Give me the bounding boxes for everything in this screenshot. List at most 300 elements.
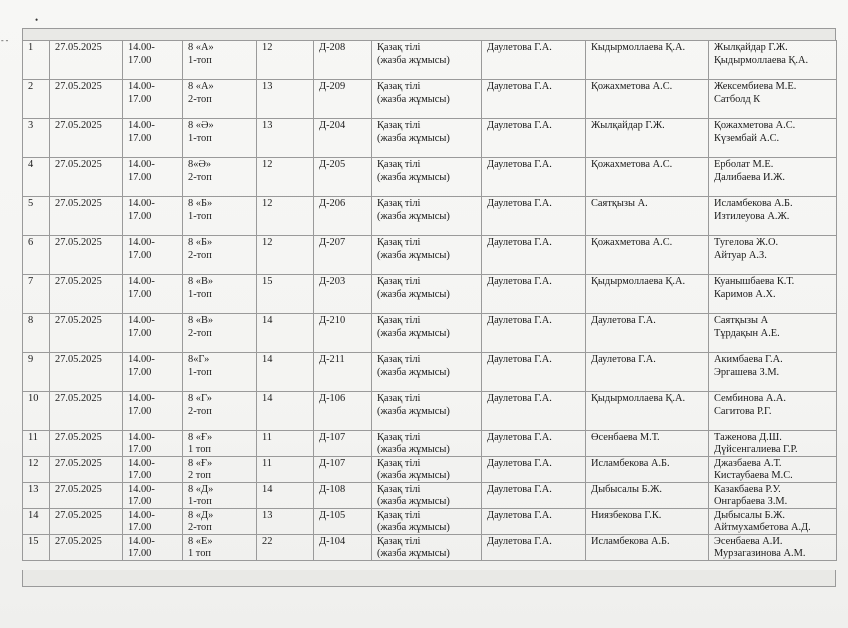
- room-number-cell: [314, 158, 372, 197]
- class-group-cell: [183, 457, 257, 483]
- exam-time-line2: 17.00: [128, 93, 152, 105]
- class-group-cell: [183, 236, 257, 275]
- assistant-name: Исламбекова А.Б.: [591, 536, 670, 547]
- exam-time-cell: [123, 483, 183, 509]
- student-count-cell: [257, 509, 314, 535]
- exam-time: 14.00-: [128, 432, 155, 443]
- row-number: 2: [28, 81, 34, 92]
- observer-names-cell: [709, 509, 837, 535]
- class-group-cell: [183, 353, 257, 392]
- assistant-name-cell: [586, 41, 709, 80]
- class-group-cell: [183, 119, 257, 158]
- observer-names-line2: Мурзагазинова А.М.: [714, 547, 806, 559]
- exam-time-cell: [123, 275, 183, 314]
- room-number-cell: [314, 197, 372, 236]
- subject-cell: [372, 197, 482, 236]
- row-number-cell: [23, 392, 50, 431]
- organizer-name: Даулетова Г.А.: [487, 432, 552, 443]
- table-row: [23, 392, 837, 431]
- exam-time: 14.00-: [128, 484, 155, 495]
- subject: Қазақ тілі: [377, 159, 421, 170]
- assistant-name-cell: [586, 119, 709, 158]
- exam-time: 14.00-: [128, 42, 155, 53]
- organizer-name: Даулетова Г.А.: [487, 510, 552, 521]
- subject-cell: [372, 431, 482, 457]
- table-row: [23, 275, 837, 314]
- organizer-name-cell: [482, 41, 586, 80]
- student-count: 13: [262, 510, 273, 521]
- exam-date: 27.05.2025: [55, 159, 102, 170]
- subject-line2: (жазба жұмысы): [377, 547, 450, 559]
- exam-time-line2: 17.00: [128, 443, 152, 455]
- observer-names: Жексембиева М.Е.: [714, 81, 797, 92]
- row-number-cell: [23, 197, 50, 236]
- exam-date: 27.05.2025: [55, 484, 102, 495]
- room-number: Д-107: [319, 458, 346, 469]
- student-count: 22: [262, 536, 273, 547]
- row-number-cell: [23, 236, 50, 275]
- exam-time-line2: 17.00: [128, 366, 152, 378]
- row-number-cell: [23, 314, 50, 353]
- assistant-name-cell: [586, 509, 709, 535]
- subject-cell: [372, 236, 482, 275]
- student-count-cell: [257, 431, 314, 457]
- row-number: 4: [28, 159, 34, 170]
- room-number-cell: [314, 483, 372, 509]
- exam-time: 14.00-: [128, 458, 155, 469]
- exam-time-cell: [123, 431, 183, 457]
- class-group-line2: 1-топ: [188, 288, 212, 300]
- exam-date-cell: [50, 197, 123, 236]
- room-number-cell: [314, 535, 372, 561]
- exam-date-cell: [50, 457, 123, 483]
- exam-time-line2: 17.00: [128, 210, 152, 222]
- exam-time-line2: 17.00: [128, 288, 152, 300]
- student-count-cell: [257, 353, 314, 392]
- row-number-cell: [23, 158, 50, 197]
- exam-time-line2: 17.00: [128, 171, 152, 183]
- exam-time-cell: [123, 236, 183, 275]
- observer-names-line2: Изтилеуова А.Ж.: [714, 210, 790, 222]
- observer-names: Саятқызы А: [714, 315, 769, 326]
- exam-date-cell: [50, 119, 123, 158]
- class-group: 8 «Ә»: [188, 120, 214, 131]
- exam-time-cell: [123, 509, 183, 535]
- table-row: [23, 353, 837, 392]
- row-number: 13: [28, 484, 39, 495]
- row-number-cell: [23, 457, 50, 483]
- exam-time-cell: [123, 353, 183, 392]
- observer-names-line2: Онгарбаева З.М.: [714, 495, 788, 507]
- room-number-cell: [314, 353, 372, 392]
- organizer-name-cell: [482, 431, 586, 457]
- exam-time-line2: 17.00: [128, 469, 152, 481]
- exam-time-line2: 17.00: [128, 132, 152, 144]
- exam-time: 14.00-: [128, 81, 155, 92]
- subject-line2: (жазба жұмысы): [377, 521, 450, 533]
- observer-names-line2: Каримов А.Х.: [714, 288, 776, 300]
- exam-date-cell: [50, 509, 123, 535]
- observer-names: Дыбысалы Б.Ж.: [714, 510, 786, 521]
- assistant-name: Қожахметова А.С.: [591, 237, 673, 248]
- observer-names: Жылқайдар Г.Ж.: [714, 42, 788, 53]
- row-number: 1: [28, 42, 34, 53]
- observer-names-cell: [709, 119, 837, 158]
- room-number: Д-208: [319, 42, 346, 53]
- class-group-line2: 1-топ: [188, 132, 212, 144]
- organizer-name: Даулетова Г.А.: [487, 484, 552, 495]
- subject: Қазақ тілі: [377, 315, 421, 326]
- subject-line2: (жазба жұмысы): [377, 495, 450, 507]
- exam-date-cell: [50, 275, 123, 314]
- exam-time-line2: 17.00: [128, 405, 152, 417]
- class-group: 8«Г»: [188, 354, 210, 365]
- row-number-cell: [23, 353, 50, 392]
- organizer-name: Даулетова Г.А.: [487, 276, 552, 287]
- observer-names-line2: Далибаева И.Ж.: [714, 171, 786, 183]
- observer-names: Куанышбаева К.Т.: [714, 276, 795, 287]
- exam-date: 27.05.2025: [55, 237, 102, 248]
- organizer-name-cell: [482, 483, 586, 509]
- student-count-cell: [257, 80, 314, 119]
- table-row: [23, 483, 837, 509]
- table-row: [23, 457, 837, 483]
- room-number: Д-203: [319, 276, 346, 287]
- subject-line2: (жазба жұмысы): [377, 132, 450, 144]
- class-group: 8 «Г»: [188, 393, 212, 404]
- room-number-cell: [314, 275, 372, 314]
- exam-time-line2: 17.00: [128, 547, 152, 559]
- student-count: 12: [262, 159, 273, 170]
- organizer-name-cell: [482, 80, 586, 119]
- class-group-cell: [183, 535, 257, 561]
- subject-line2: (жазба жұмысы): [377, 469, 450, 481]
- class-group-line2: 2-топ: [188, 93, 212, 105]
- subject-cell: [372, 41, 482, 80]
- student-count-cell: [257, 158, 314, 197]
- exam-time-line2: 17.00: [128, 495, 152, 507]
- class-group-line2: 1-топ: [188, 366, 212, 378]
- exam-date: 27.05.2025: [55, 120, 102, 131]
- exam-time: 14.00-: [128, 315, 155, 326]
- organizer-name: Даулетова Г.А.: [487, 458, 552, 469]
- table-row: [23, 509, 837, 535]
- organizer-name-cell: [482, 535, 586, 561]
- subject-cell: [372, 80, 482, 119]
- student-count: 15: [262, 276, 273, 287]
- subject: Қазақ тілі: [377, 510, 421, 521]
- class-group-cell: [183, 483, 257, 509]
- class-group-line2: 2-топ: [188, 405, 212, 417]
- observer-names-cell: [709, 41, 837, 80]
- room-number: Д-104: [319, 536, 346, 547]
- exam-date: 27.05.2025: [55, 393, 102, 404]
- organizer-name-cell: [482, 119, 586, 158]
- organizer-name: Даулетова Г.А.: [487, 315, 552, 326]
- student-count: 12: [262, 42, 273, 53]
- exam-time: 14.00-: [128, 198, 155, 209]
- table-row: [23, 314, 837, 353]
- exam-time-cell: [123, 314, 183, 353]
- organizer-name: Даулетова Г.А.: [487, 354, 552, 365]
- organizer-name: Даулетова Г.А.: [487, 237, 552, 248]
- observer-names-cell: [709, 158, 837, 197]
- class-group-line2: 1 топ: [188, 443, 211, 455]
- student-count-cell: [257, 119, 314, 158]
- subject: Қазақ тілі: [377, 484, 421, 495]
- observer-names: Ерболат М.Е.: [714, 159, 774, 170]
- row-number: 15: [28, 536, 39, 547]
- observer-names-line2: Айтуар А.З.: [714, 249, 767, 261]
- row-number-cell: [23, 535, 50, 561]
- class-group-cell: [183, 158, 257, 197]
- student-count: 12: [262, 237, 273, 248]
- organizer-name-cell: [482, 353, 586, 392]
- room-number-cell: [314, 80, 372, 119]
- exam-date-cell: [50, 41, 123, 80]
- organizer-name-cell: [482, 509, 586, 535]
- row-number: 6: [28, 237, 34, 248]
- room-number-cell: [314, 431, 372, 457]
- room-number: Д-108: [319, 484, 346, 495]
- room-number-cell: [314, 392, 372, 431]
- row-number: 7: [28, 276, 34, 287]
- class-group: 8 «Б»: [188, 198, 213, 209]
- scan-mark-dash: - -: [1, 36, 9, 45]
- class-group-line2: 2-топ: [188, 249, 212, 261]
- exam-time: 14.00-: [128, 536, 155, 547]
- organizer-name-cell: [482, 314, 586, 353]
- row-number: 12: [28, 458, 39, 469]
- observer-names-cell: [709, 236, 837, 275]
- room-number: Д-205: [319, 159, 346, 170]
- assistant-name: Қыдырмоллаева Қ.А.: [591, 276, 686, 287]
- subject: Қазақ тілі: [377, 198, 421, 209]
- student-count: 14: [262, 354, 273, 365]
- exam-time-line2: 17.00: [128, 327, 152, 339]
- observer-names: Тугелова Ж.О.: [714, 237, 779, 248]
- observer-names: Эсенбаева А.И.: [714, 536, 783, 547]
- scan-mark-dot: •: [35, 15, 39, 25]
- student-count-cell: [257, 41, 314, 80]
- observer-names-cell: [709, 80, 837, 119]
- row-number-cell: [23, 80, 50, 119]
- exam-date-cell: [50, 353, 123, 392]
- assistant-name: Саятқызы А.: [591, 198, 648, 209]
- subject-line2: (жазба жұмысы): [377, 210, 450, 222]
- subject-cell: [372, 158, 482, 197]
- class-group: 8 «А»: [188, 42, 214, 53]
- table-row: [23, 158, 837, 197]
- table-row: [23, 236, 837, 275]
- observer-names: Исламбекова А.Б.: [714, 198, 793, 209]
- exam-date: 27.05.2025: [55, 432, 102, 443]
- row-number-cell: [23, 431, 50, 457]
- observer-names-cell: [709, 431, 837, 457]
- observer-names-cell: [709, 314, 837, 353]
- assistant-name: Қожахметова А.С.: [591, 159, 673, 170]
- room-number-cell: [314, 119, 372, 158]
- room-number: Д-105: [319, 510, 346, 521]
- row-number: 8: [28, 315, 34, 326]
- row-number: 5: [28, 198, 34, 209]
- assistant-name: Ниязбекова Г.К.: [591, 510, 662, 521]
- observer-names-line2: Сатболд К: [714, 93, 761, 105]
- assistant-name-cell: [586, 535, 709, 561]
- observer-names-line2: Дүйсенгалиева Г.Р.: [714, 443, 798, 455]
- organizer-name-cell: [482, 275, 586, 314]
- observer-names-cell: [709, 535, 837, 561]
- exam-time-cell: [123, 80, 183, 119]
- student-count: 11: [262, 432, 273, 443]
- assistant-name-cell: [586, 158, 709, 197]
- subject: Қазақ тілі: [377, 81, 421, 92]
- exam-date: 27.05.2025: [55, 198, 102, 209]
- exam-date: 27.05.2025: [55, 458, 102, 469]
- class-group-line2: 1-топ: [188, 210, 212, 222]
- assistant-name-cell: [586, 314, 709, 353]
- assistant-name-cell: [586, 353, 709, 392]
- exam-time-cell: [123, 41, 183, 80]
- subject-cell: [372, 314, 482, 353]
- observer-names-line2: Тұрдақын А.Е.: [714, 327, 780, 339]
- row-number-cell: [23, 275, 50, 314]
- exam-date-cell: [50, 392, 123, 431]
- observer-names: Казакбаева Р.У.: [714, 484, 781, 495]
- exam-time: 14.00-: [128, 510, 155, 521]
- organizer-name: Даулетова Г.А.: [487, 120, 552, 131]
- table-row: [23, 80, 837, 119]
- assistant-name: Өсенбаева М.Т.: [591, 432, 660, 443]
- exam-date: 27.05.2025: [55, 536, 102, 547]
- subject: Қазақ тілі: [377, 458, 421, 469]
- class-group: 8 «Б»: [188, 237, 213, 248]
- row-number: 9: [28, 354, 34, 365]
- observer-names-line2: Қыдырмоллаева Қ.А.: [714, 54, 809, 66]
- observer-names: Таженова Д.Ш.: [714, 432, 782, 443]
- observer-names-cell: [709, 275, 837, 314]
- exam-time-cell: [123, 158, 183, 197]
- exam-time-cell: [123, 119, 183, 158]
- class-group: 8 «А»: [188, 81, 214, 92]
- exam-time: 14.00-: [128, 354, 155, 365]
- student-count-cell: [257, 535, 314, 561]
- row-number-cell: [23, 41, 50, 80]
- organizer-name-cell: [482, 158, 586, 197]
- subject: Қазақ тілі: [377, 354, 421, 365]
- organizer-name-cell: [482, 197, 586, 236]
- student-count: 14: [262, 393, 273, 404]
- subject: Қазақ тілі: [377, 276, 421, 287]
- exam-time-cell: [123, 392, 183, 431]
- row-number-cell: [23, 509, 50, 535]
- student-count: 13: [262, 81, 273, 92]
- observer-names-line2: Кистаубаева М.С.: [714, 469, 793, 481]
- room-number-cell: [314, 457, 372, 483]
- student-count-cell: [257, 483, 314, 509]
- exam-date-cell: [50, 431, 123, 457]
- observer-names-cell: [709, 457, 837, 483]
- exam-time-cell: [123, 535, 183, 561]
- table-row: [23, 41, 837, 80]
- class-group-line2: 2 топ: [188, 469, 211, 481]
- room-number-cell: [314, 314, 372, 353]
- organizer-name-cell: [482, 392, 586, 431]
- class-group-line2: 2-топ: [188, 327, 212, 339]
- subject-cell: [372, 483, 482, 509]
- room-number: Д-106: [319, 393, 346, 404]
- subject-line2: (жазба жұмысы): [377, 93, 450, 105]
- student-count: 12: [262, 198, 273, 209]
- exam-schedule-table: [22, 40, 837, 561]
- class-group-line2: 2-топ: [188, 521, 212, 533]
- class-group-cell: [183, 275, 257, 314]
- class-group-cell: [183, 392, 257, 431]
- observer-names-cell: [709, 197, 837, 236]
- class-group-cell: [183, 314, 257, 353]
- room-number-cell: [314, 509, 372, 535]
- subject-cell: [372, 509, 482, 535]
- exam-time: 14.00-: [128, 237, 155, 248]
- subject-cell: [372, 457, 482, 483]
- assistant-name: Даулетова Г.А.: [591, 354, 656, 365]
- subject-line2: (жазба жұмысы): [377, 405, 450, 417]
- row-number-cell: [23, 483, 50, 509]
- assistant-name-cell: [586, 236, 709, 275]
- observer-names: Акимбаева Г.А.: [714, 354, 783, 365]
- class-group: 8 «Д»: [188, 510, 214, 521]
- exam-time: 14.00-: [128, 393, 155, 404]
- exam-date: 27.05.2025: [55, 42, 102, 53]
- room-number: Д-210: [319, 315, 346, 326]
- subject-cell: [372, 535, 482, 561]
- student-count-cell: [257, 392, 314, 431]
- subject: Қазақ тілі: [377, 42, 421, 53]
- row-number-cell: [23, 119, 50, 158]
- class-group-cell: [183, 197, 257, 236]
- class-group-cell: [183, 80, 257, 119]
- assistant-name-cell: [586, 431, 709, 457]
- observer-names: Қожахметова А.С.: [714, 120, 796, 131]
- assistant-name: Дыбысалы Б.Ж.: [591, 484, 663, 495]
- class-group: 8 «Д»: [188, 484, 214, 495]
- student-count-cell: [257, 197, 314, 236]
- assistant-name-cell: [586, 80, 709, 119]
- table-row: [23, 197, 837, 236]
- class-group-cell: [183, 509, 257, 535]
- exam-time: 14.00-: [128, 159, 155, 170]
- student-count: 13: [262, 120, 273, 131]
- assistant-name-cell: [586, 275, 709, 314]
- organizer-name-cell: [482, 236, 586, 275]
- table-row: [23, 535, 837, 561]
- row-number: 11: [28, 432, 39, 443]
- assistant-name-cell: [586, 483, 709, 509]
- organizer-name: Даулетова Г.А.: [487, 198, 552, 209]
- class-group: 8«Ә»: [188, 159, 212, 170]
- observer-names-cell: [709, 483, 837, 509]
- subject-line2: (жазба жұмысы): [377, 443, 450, 455]
- organizer-name: Даулетова Г.А.: [487, 393, 552, 404]
- exam-date-cell: [50, 158, 123, 197]
- subject-line2: (жазба жұмысы): [377, 249, 450, 261]
- observer-names-line2: Күзембай А.С.: [714, 132, 780, 144]
- class-group: 8 «В»: [188, 315, 214, 326]
- subject-line2: (жазба жұмысы): [377, 327, 450, 339]
- organizer-name: Даулетова Г.А.: [487, 536, 552, 547]
- exam-date-cell: [50, 80, 123, 119]
- room-number-cell: [314, 41, 372, 80]
